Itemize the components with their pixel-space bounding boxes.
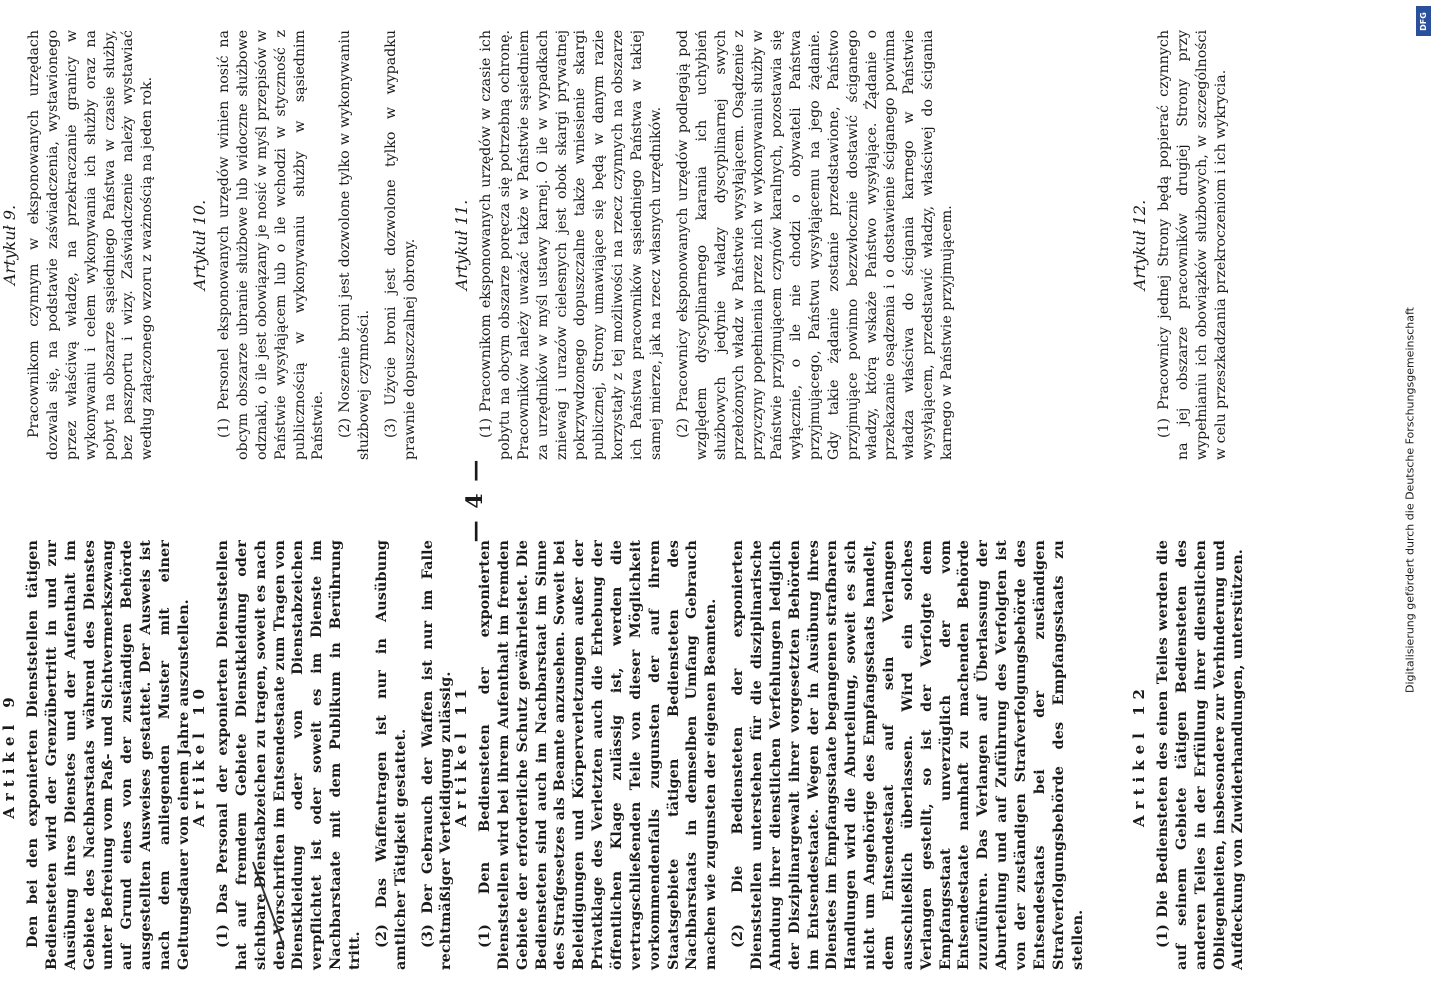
paragraph: Pracownikom czynnym w eksponowanych urzędach dozwala się, na podstawie zaświadczenia, wystawionego przez właściwą władzę, na przekraczanie granicy w wykonywaniu i celem wykonywania ich służby oraz na pobyt na obszarze sąsiedniego Państwa w czasie służby, bez paszportu i wizy. Zaświadczenie należy wystawiać według załączonego wzoru z ważnością na jeden rok. — [26, 30, 156, 460]
dfg-logo — [1416, 6, 1431, 36]
german-article-9 — [0, 540, 202, 970]
paragraph: (1) Die Bediensteten des einen Teiles werden die auf seinem Gebiete tätigen Bediensteten des anderen Teiles in der Erfüllung ihrer dienstlichen Obliegenheiten, insbesondere zur Verhinderung und Aufdeckung von Zuwiderhandlungen, unterstützen. — [1154, 540, 1247, 970]
article-title: Artikel 11 — [452, 683, 470, 827]
polish-text-column — [0, 30, 1400, 460]
paragraph: (1) Den Bediensteten der exponierten Dienststellen wird bei ihrem Aufenthalt im fremden Gebiete der erforderliche Schutz gewährleistet. Die Bediensteten sind auch im Nachbarstaat im Sinne des Strafgesetzes als Beamte anzusehen. Soweit bei Beleidigungen und Körperverletzungen außer der Privatklage des Verletzten auch die Erhebung der öffentlichen Klage zulässig ist, werden die vertragschließenden Teile von dieser Möglichkeit vorkommendenfalls zugunsten der auf ihrem Staatsgebiete tätigen Bediensteten des Nachbarstaats in demselben Umfang Gebrauch machen wie zugunsten der eigenen Beamten. — [476, 540, 720, 970]
paragraph: (2) Pracownicy eksponowanych urzędów podlegają pod względem dyscyplinarnego karania ich uchybień służbowych jedynie władzy dyscyplinarnej swych przełożonych władz w Państwie wysyłającem. Osądzenie z przyczyny popełnienia przez nich w wykonywaniu służby w Państwie przyjmującem czynów karalnych, pozostawia się wyłącznie, o ile nie chodzi o obywateli Państwa przyjmującego, Państwu wysyłającemu na jego żądanie. Gdy takie żądanie zostanie przedstawione, Państwo przyjmujące powinno bezzwłocznie dostawić ściganego władzy, którą wskaże Państwo wysyłające. Żądanie o przekazanie osądzenia i o dostawienie ściganego powinna władza właściwa do ścigania karnego w Państwie wysyłającem, przedstawić władzy, właściwej do ścigania karnego w Państwie przyjmującem. — [674, 30, 955, 460]
article-title: Artykuł 10. — [190, 199, 209, 291]
paragraph: (1) Pracownicy jednej Strony będą popierać czynnych na jej obszarze pracowników drugiej Strony przy wypełnianiu ich obowiązków służbowych, w szczególności w celu przeszkadzania przekroczeniom i ich wykrycia. — [1156, 30, 1229, 460]
polish-article-10 — [190, 30, 428, 460]
german-article-11 — [452, 540, 1096, 970]
polish-article-9 — [0, 30, 165, 460]
paragraph: (1) Personel eksponowanych urzędów winien nosić na obcym obszarze ubranie służbowe lub widoczne służbowe odznaki, o ile jest obowiązany je nosić w myśl przepisów w Państwie wysyłającem lub o ile wchodzi w styczność z publicznością w wykonywaniu służby w sąsiednim Państwie. — [216, 30, 327, 460]
article-title: Artikel 12 — [1130, 683, 1148, 827]
paragraph: (2) Noszenie broni jest dozwolone tylko w wykonywaniu służbowej czynności. — [337, 30, 373, 460]
paragraph: (1) Das Personal der exponierten Dienststellen hat auf fremdem Gebiete Dienstkleidung oder sichtbare Dienstabzeichen zu tragen, soweit es nach den Vorschriften im Entsendestaate zum Tragen von Dienstkleidung oder von Dienstabzeichen verpflichtet ist oder soweit es im Dienste im Nachbarstaate mit dem Publikum in Berührung tritt. — [214, 540, 364, 970]
german-article-12 — [1130, 540, 1256, 970]
paragraph: (2) Das Waffentragen ist nur in Ausübung amtlicher Tätigkeit gestattet. — [372, 540, 409, 970]
article-title: Artykuł 12. — [1130, 199, 1149, 291]
article-title: Artikel 9 — [0, 691, 18, 819]
article-title: Artykuł 9. — [0, 204, 19, 286]
polish-article-11 — [452, 30, 965, 460]
paragraph: Den bei den exponierten Dienststellen tätigen Bediensteten wird der Grenzübertritt in und zur Ausübung ihres Dienstes und der Aufenthalt im Gebiete des Nachbarstaats während des Dienstes unter Befreiung vom Paß- und Sichtvermerkszwang auf Grund eines von der zuständigen Behörde ausgestellten Ausweises gestattet. Der Ausweis ist nach dem anliegenden Muster mit einer Geltungsdauer von einem Jahre auszustellen. — [24, 540, 192, 970]
page-number: — 4 — — [462, 457, 488, 543]
paragraph: (3) Użycie broni jest dozwolone tylko w wypadku prawnie dopuszczalnej obrony. — [383, 30, 418, 460]
paragraph: (2) Die Bediensteten der exponierten Dienststellen unterstehen für die disziplinarische Ahndung ihrer dienstlichen Verfehlungen lediglich der Disziplinargewalt ihrer vorgesetzten Behörden im Entsendestaate. Wegen der in Ausübung ihres Dienstes im Empfangsstaate begangenen strafbaren Handlungen wird die Aburteilung, soweit es sich nicht um Angehörige des Empfangsstaats handelt, dem Entsendestaat auf sein Verlangen ausschließlich überlassen. Wird ein solches Verlangen gestellt, so ist der Verfolgte dem Empfangsstaat unverzüglich der vom Entsendestaate namhaft zu machenden Behörde zuzuführen. Das Verlangen auf Überlassung der Aburteilung und auf Zuführung des Verfolgten ist von der zuständigen Strafverfolgungsbehörde des Entsendestaats bei der zuständigen Strafverfolgungsbehörde des Empfangsstaats zu stellen. — [729, 540, 1086, 970]
digitization-credit: Digitalisierung gefördert durch die Deutsche Forschungsgemeinschaft — [1403, 307, 1417, 693]
german-article-10 — [190, 540, 464, 970]
dfg-logo-text: DFG — [1419, 11, 1429, 31]
german-text-column — [0, 540, 1400, 970]
article-title: Artykuł 11. — [452, 199, 471, 291]
paragraph: (1) Pracownikom eksponowanych urzędów w czasie ich pobytu na obcym obszarze poręcza się potrzebną ochronę. Pracowników należy uważać także w Państwie sąsiedniem za urzędników w myśl ustawy karnej. O ile w wypadkach zniewag i urazów cielesnych jest obok skargi prywatnej pokrzywdzonego dopuszczalne także wniesienie skargi publicznej, Strony umawiające się będą w danym razie korzystały z tej możliwości na rzecz czynnych na obszarze ich Państwa pracowników sąsiedniego Państwa w takiej samej mierze, jak na rzecz własnych urzędników. — [478, 30, 664, 460]
paragraph: (3) Der Gebrauch der Waffen ist nur im Falle rechtmäßiger Verteidigung zulässig. — [418, 540, 455, 970]
article-title: Artikel 10 — [190, 683, 208, 827]
polish-article-12 — [1130, 30, 1239, 460]
